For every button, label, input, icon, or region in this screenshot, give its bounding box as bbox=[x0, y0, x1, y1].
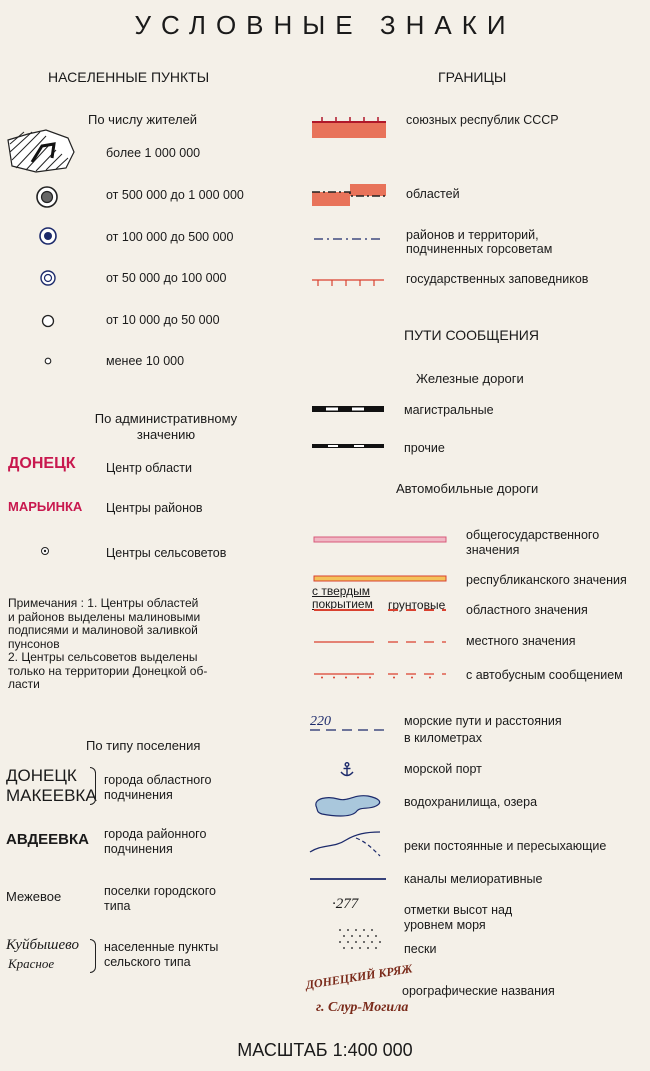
pop-label-6: менее 10 000 bbox=[106, 354, 185, 368]
selsovet-symbol bbox=[40, 546, 50, 556]
label-sand: пески bbox=[404, 942, 437, 956]
map-scale: МАСШТАБ 1:400 000 bbox=[237, 1040, 413, 1060]
admin-sample-donetsk: ДОНЕЦК bbox=[8, 455, 76, 472]
road-label-national: общегосударственного значения bbox=[466, 528, 600, 557]
pop-label-4: от 50 000 до 100 000 bbox=[106, 271, 227, 285]
city-500k-symbol bbox=[35, 185, 59, 209]
road-label-republic: республиканского значения bbox=[466, 573, 627, 587]
settlements-heading: НАСЕЛЕННЫЕ ПУНКТЫ bbox=[48, 69, 210, 85]
orographic-sample-ridge: ДОНЕЦКИЙ КРЯЖ bbox=[304, 961, 414, 992]
pop-label-3: от 100 000 до 500 000 bbox=[106, 230, 234, 244]
settlement-label-raion: города районного подчинения bbox=[104, 827, 207, 856]
routes-heading: ПУТИ СООБЩЕНИЯ bbox=[404, 327, 539, 343]
by-population-heading: По числу жителей bbox=[88, 112, 198, 127]
page-title: УСЛОВНЫЕ ЗНАКИ bbox=[134, 10, 516, 40]
elevation-sample: ·277 bbox=[332, 896, 359, 912]
settlement-sample-kuibyshevo: Куйбышево bbox=[6, 937, 79, 953]
border-label-ussr: союзных республик СССР bbox=[406, 113, 559, 127]
sea-route-sample: 220 bbox=[310, 714, 331, 729]
label-elevation: отметки высот над уровнем моря bbox=[404, 903, 513, 932]
label-orographic: орографические названия bbox=[402, 984, 555, 998]
road-label-oblast: областного значения bbox=[466, 603, 588, 617]
road-surface-dirt: грунтовые bbox=[388, 598, 446, 612]
label-sea-port: морской порт bbox=[404, 762, 482, 776]
reserve-border-symbol bbox=[312, 277, 384, 287]
settlement-label-oblast: города областного подчинения bbox=[104, 773, 212, 802]
border-label-reserve: государственных заповедников bbox=[406, 272, 589, 286]
admin-label-selsovet: Центры сельсоветов bbox=[106, 546, 227, 560]
pop-label-5: от 10 000 до 50 000 bbox=[106, 313, 220, 327]
brace-rural bbox=[90, 939, 96, 973]
pop-label-2: от 500 000 до 1 000 000 bbox=[106, 188, 244, 202]
pop-label-1: более 1 000 000 bbox=[106, 146, 201, 160]
settlement-sample-avdeevka: АВДЕЕВКА bbox=[6, 831, 89, 848]
by-admin-heading: По административному значению bbox=[94, 411, 238, 442]
settlement-sample-krasnoe: Красное bbox=[8, 956, 55, 971]
city-50k-symbol bbox=[39, 269, 57, 287]
label-canal: каналы мелиоративные bbox=[404, 872, 543, 886]
canal-symbol bbox=[310, 876, 386, 882]
admin-label-raion: Центры районов bbox=[106, 501, 203, 515]
road-label-local: местного значения bbox=[466, 634, 576, 648]
city-100k-symbol bbox=[38, 226, 58, 246]
label-lake: водохранилища, озера bbox=[404, 795, 538, 809]
road-surface-hard: с твердым покрытием bbox=[312, 584, 373, 611]
road-label-bus: с автобусным сообщением bbox=[466, 668, 623, 682]
border-label-oblast: областей bbox=[406, 187, 460, 201]
river-symbol bbox=[310, 828, 386, 858]
label-river: реки постоянные и пересыхающие bbox=[404, 839, 607, 853]
orographic-sample-mountain: г. Слур-Могила bbox=[316, 1000, 409, 1015]
other-railway-symbol bbox=[312, 443, 384, 449]
oblast-road-symbol bbox=[314, 607, 446, 613]
main-railway-symbol bbox=[312, 405, 384, 413]
brace-oblast-cities bbox=[90, 767, 96, 805]
bus-road-symbol bbox=[314, 671, 446, 679]
city-over-million-symbol bbox=[6, 128, 76, 174]
notes: Примечания : 1. Центры областей и районов выделены малиновыми подписями и малиновой заливкой пунсонов 2. Центры сельсоветов выделены только на территории Донецкой об- ласти bbox=[8, 596, 208, 691]
settlement-label-pgt: поселки городского типа bbox=[104, 884, 216, 913]
admin-label-oblast: Центр области bbox=[106, 461, 193, 475]
local-road-symbol bbox=[314, 639, 446, 645]
border-label-raion: районов и территорий, подчиненных горсоветам bbox=[406, 228, 553, 256]
republic-road-symbol bbox=[314, 575, 446, 583]
sea-route-symbol bbox=[310, 728, 386, 734]
sand-symbol bbox=[336, 926, 384, 956]
settlement-sample-makeevka: МАКЕЕВКА bbox=[6, 786, 97, 805]
settlement-label-rural: населенные пункты сельского типа bbox=[104, 940, 219, 969]
settlement-sample-donetsk: ДОНЕЦК bbox=[6, 766, 77, 785]
borders-heading: ГРАНИЦЫ bbox=[438, 69, 507, 85]
by-settlement-heading: По типу поселения bbox=[86, 738, 201, 753]
oblast-border-symbol bbox=[312, 184, 386, 206]
anchor-icon bbox=[340, 762, 354, 778]
raion-border-symbol bbox=[314, 236, 384, 242]
ussr-republic-border-symbol bbox=[312, 116, 386, 138]
lake-symbol bbox=[312, 792, 384, 820]
road-heading: Автомобильные дороги bbox=[396, 481, 539, 496]
rail-label-main: магистральные bbox=[404, 403, 494, 417]
rail-label-other: прочие bbox=[404, 441, 445, 455]
settlement-sample-mezhevoe: Межевое bbox=[6, 889, 62, 904]
admin-sample-marinka: МАРЬИНКА bbox=[8, 499, 83, 514]
rail-heading: Железные дороги bbox=[416, 371, 524, 386]
city-10k-symbol bbox=[41, 314, 55, 328]
national-road-symbol bbox=[314, 536, 446, 544]
label-sea-route: морские пути и расстояния в километрах bbox=[404, 714, 562, 745]
city-small-symbol bbox=[44, 357, 52, 365]
